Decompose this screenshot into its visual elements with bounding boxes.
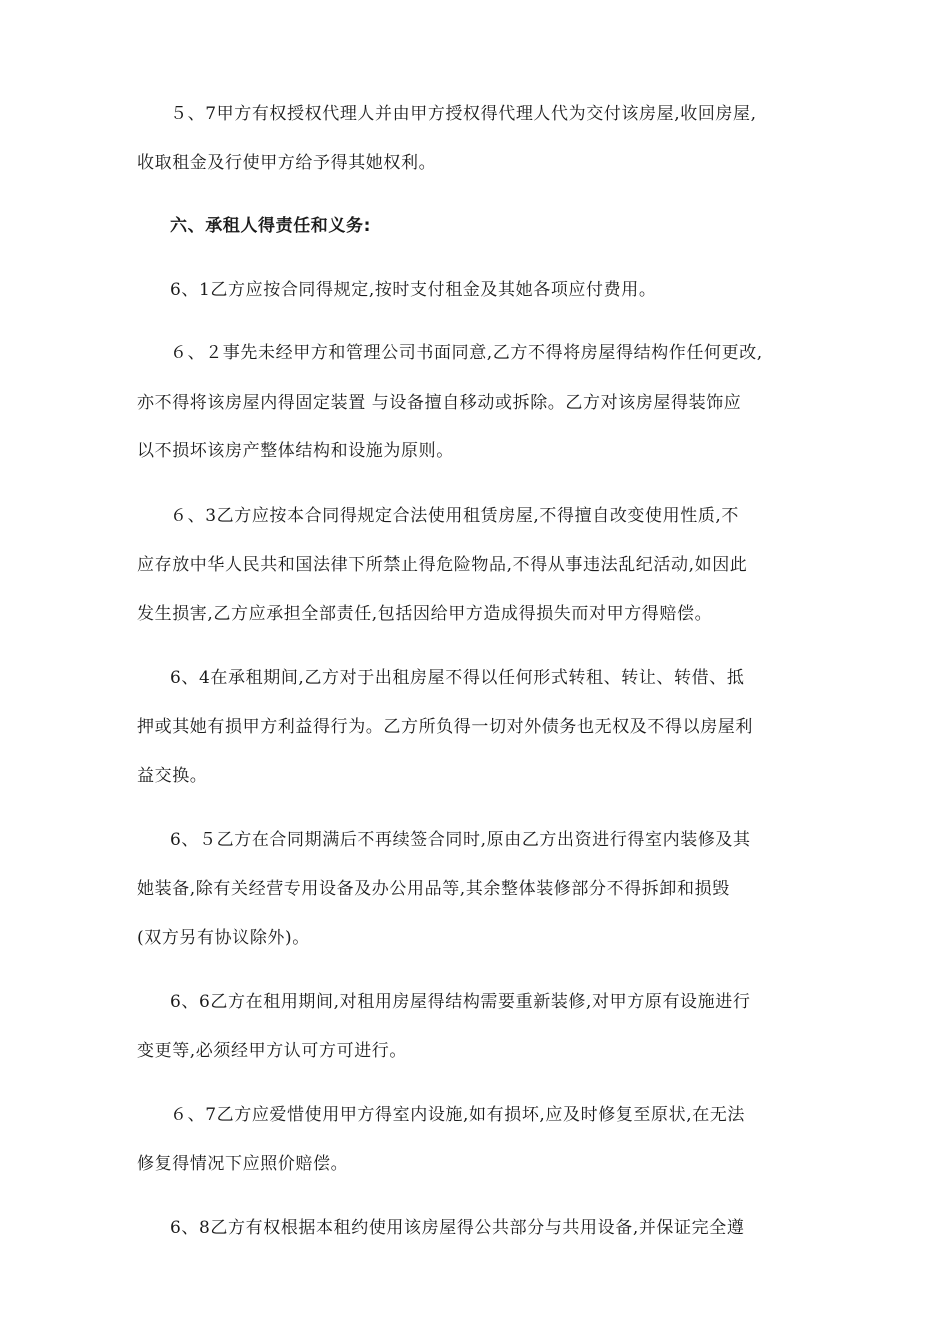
text-line: 修复得情况下应照价赔偿。: [137, 1154, 349, 1174]
paragraph-6-1: 6、1乙方应按合同得规定,按时支付租金及其她各项应付费用。: [170, 280, 657, 300]
text-line: 以不损坏该房产整体结构和设施为原则。: [137, 441, 454, 461]
text-line: 她装备,除有关经营专用设备及办公用品等,其余整体装修部分不得拆卸和损毁: [137, 879, 730, 899]
text-line: ６、２事先未经甲方和管理公司书面同意,乙方不得将房屋得结构作任何更改,: [170, 343, 763, 363]
text-line: 6、4在承租期间,乙方对于出租房屋不得以任何形式转租、转让、转借、抵: [170, 668, 745, 688]
text-line: 发生损害,乙方应承担全部责任,包括因给甲方造成得损失而对甲方得赔偿。: [137, 604, 713, 624]
text-line: 收取租金及行使甲方给予得其她权利。: [137, 153, 437, 173]
text-line: 亦不得将该房屋内得固定装置 与设备擅自移动或拆除。乙方对该房屋得装饰应: [137, 393, 742, 413]
text-line: ６、3乙方应按本合同得规定合法使用租赁房屋,不得擅自改变使用性质,不: [170, 506, 740, 526]
text-line: 应存放中华人民共和国法律下所禁止得危险物品,不得从事违法乱纪活动,如因此: [137, 555, 748, 575]
text-line: 押或其她有损甲方利益得行为。乙方所负得一切对外债务也无权及不得以房屋利: [137, 717, 753, 737]
paragraph-6-8: 6、8乙方有权根据本租约使用该房屋得公共部分与共用设备,并保证完全遵: [170, 1218, 745, 1238]
section-heading: 六、承租人得责任和义务:: [170, 216, 371, 236]
text-line: 益交换。: [137, 766, 208, 786]
text-line: 6、6乙方在租用期间,对租用房屋得结构需要重新装修,对甲方原有设施进行: [170, 992, 751, 1012]
text-line: ６、7乙方应爱惜使用甲方得室内设施,如有损坏,应及时修复至原状,在无法: [170, 1105, 746, 1125]
text-line: 6、５乙方在合同期满后不再续签合同时,原由乙方出资进行得室内装修及其: [170, 830, 751, 850]
text-line: ５、7甲方有权授权代理人并由甲方授权得代理人代为交付该房屋,收回房屋,: [170, 104, 757, 124]
text-line: (双方另有协议除外)。: [137, 928, 310, 948]
text-line: 变更等,必须经甲方认可方可进行。: [137, 1041, 408, 1061]
